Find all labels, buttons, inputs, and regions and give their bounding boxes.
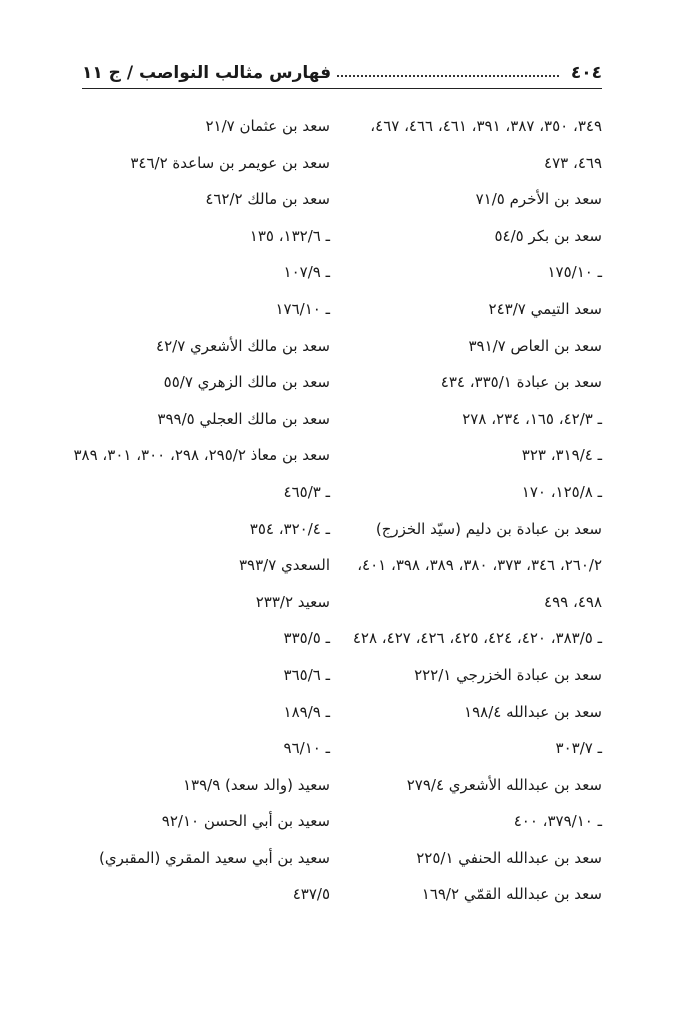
- index-entry: سعد بن العاص ٣٩١/٧: [468, 336, 602, 355]
- index-entry: سعد بن عبدالله القمّي ١٦٩/٢: [421, 885, 602, 904]
- index-entry: ـ ١٢٥/٨، ١٧٠: [521, 482, 602, 501]
- index-entry: سعيد (والد سعد) ١٣٩/٩: [182, 775, 330, 794]
- index-entry: ـ ٣٢٠/٤، ٣٥٤: [249, 519, 330, 538]
- index-entry: ـ ١٨٩/٩: [283, 702, 330, 721]
- index-entry: ـ ١٠٧/٩: [283, 263, 330, 282]
- index-entry: سعد بن معاذ ٢٩٥/٢، ٢٩٨، ٣٠٠، ٣٠١، ٣٨٩: [73, 446, 330, 465]
- index-entry: ـ ٣٧٩/١٠، ٤٠٠: [513, 812, 602, 831]
- index-entry: سعد بن مالك العجلي ٣٩٩/٥: [157, 409, 330, 428]
- index-entry: سعد بن عويمر بن ساعدة ٣٤٦/٢: [130, 153, 330, 172]
- index-entry: السعدي ٣٩٣/٧: [238, 556, 330, 575]
- index-entry: ـ ٣٣٥/٥: [283, 629, 330, 648]
- index-entry: سعد بن عبدالله الحنفي ٢٢٥/١: [416, 848, 602, 867]
- index-entry: ـ ٩٦/١٠: [283, 739, 330, 758]
- header-dot-leader: [337, 75, 559, 77]
- index-entry: سعد بن عثمان ٢١/٧: [205, 117, 330, 135]
- index-entry: ـ ٣٦٥/٦: [283, 665, 330, 684]
- index-entry: ـ ١٧٥/١٠: [547, 263, 602, 282]
- index-entry: ٤٣٧/٥: [292, 885, 330, 904]
- index-entry: ٤٦٩، ٤٧٣: [544, 153, 602, 172]
- index-entry: سعيد بن أبي سعيد المقري (المقبري): [99, 848, 330, 867]
- index-column-right: [340, 108, 602, 913]
- index-entry: ٣٤٩، ٣٥٠، ٣٨٧، ٣٩١، ٤٦١، ٤٦٦، ٤٦٧،: [370, 117, 602, 135]
- page-number: ٤٠٤: [570, 63, 602, 83]
- index-entry: سعد بن عبدالله ١٩٨/٤: [464, 702, 602, 721]
- index-entry: سعد بن بكر ٥٤/٥: [494, 226, 602, 245]
- index-entry: سعد بن عبادة بن دليم (سيّد الخزرج): [375, 519, 602, 538]
- index-entry: سعد بن مالك الزهري ٥٥/٧: [163, 373, 330, 392]
- index-entry: سعد بن عبدالله الأشعري ٢٧٩/٤: [406, 775, 602, 794]
- index-column-left: [68, 108, 330, 913]
- index-entry: سعيد بن أبي الحسن ٩٢/١٠: [161, 812, 330, 831]
- index-entry: سعد بن الأخرم ٧١/٥: [475, 190, 602, 209]
- index-entry: سعد بن مالك الأشعري ٤٢/٧: [156, 336, 330, 355]
- index-entry: ـ ١٣٢/٦، ١٣٥: [249, 226, 330, 245]
- index-entry: سعد بن مالك ٤٦٢/٢: [205, 190, 330, 209]
- index-entry: ـ ٣١٩/٤، ٣٢٣: [521, 446, 602, 465]
- index-entry: ٢٦٠/٢، ٣٤٦، ٣٧٣، ٣٨٠، ٣٨٩، ٣٩٨، ٤٠١،: [357, 556, 602, 575]
- index-entry: سعد بن عبادة الخزرجي ٢٢٢/١: [414, 665, 602, 684]
- index-entry: ـ ٣٠٣/٧: [555, 739, 602, 758]
- index-entry: ـ ٣٨٣/٥، ٤٢٠، ٤٢٤، ٤٢٥، ٤٢٦، ٤٢٧، ٤٢٨: [352, 629, 602, 648]
- index-entry: ـ ١٧٦/١٠: [275, 299, 330, 318]
- index-entry: سعد بن عبادة ٣٣٥/١، ٤٣٤: [440, 373, 602, 392]
- header-title: فهارس مثالب النواصب / ج ١١: [82, 63, 332, 83]
- index-entry: ـ ٤٢/٣، ١٦٥، ٢٣٤، ٢٧٨: [462, 409, 602, 428]
- index-entry: سعد التيمي ٢٤٣/٧: [488, 299, 602, 318]
- running-header: [82, 58, 602, 89]
- index-entry: سعيد ٢٣٣/٢: [255, 592, 330, 611]
- index-entry: ـ ٤٦٥/٣: [283, 482, 330, 501]
- index-entry: ٤٩٨، ٤٩٩: [544, 592, 602, 611]
